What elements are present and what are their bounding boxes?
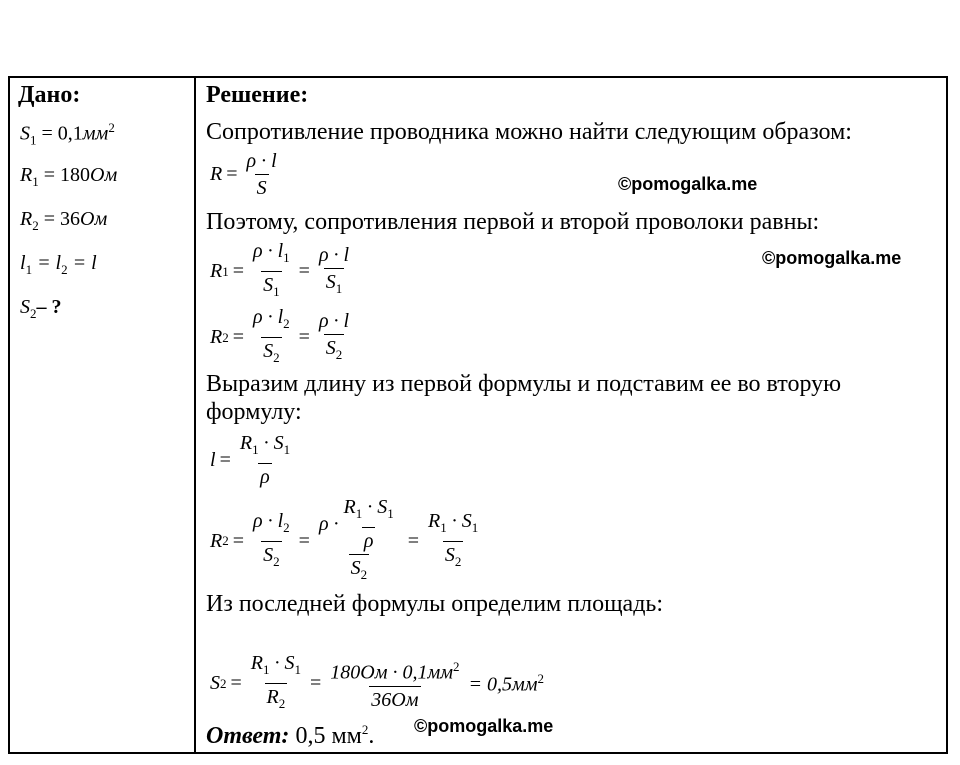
given-r2: $R_2 = 36Ом$	[20, 208, 108, 233]
formula-r1: R 1 = $\frac{\rho \cdot l_1}{S_1}$ = $\frac{\rho \cdot l}{S_1}$	[210, 240, 354, 303]
solution-line-3: Выразим длину из первой формулы и подставим ее во вторую	[206, 371, 842, 397]
watermark-2: ©pomogalka.me	[762, 248, 902, 268]
answer-label: Ответ:	[206, 723, 290, 749]
formula-s2: S 2 = $\frac{R_1 \cdot S_1}{R_2}$ = $\frac{180Ом \cdot 0,1мм^2}{36Ом}$ = $0,5мм^2$	[210, 652, 544, 715]
solution-line-5: Из последней формулы определим площадь:	[206, 591, 664, 617]
given-r1: $R_1 = 180Ом$	[20, 164, 118, 189]
given-lengths: $l_1 = l_2 = l$	[20, 252, 97, 277]
solution-line-2: Поэтому, сопротивления первой и второй проволоки равны:	[206, 209, 820, 235]
watermark-3: ©pomogalka.me	[414, 716, 554, 736]
answer: Ответ: 0,5 $мм^2$.	[206, 722, 375, 749]
given-s1: $S_1 = 0,1мм^2$	[20, 120, 115, 148]
solution-title: Решение:	[206, 82, 309, 108]
formula-r2-substituted: R 2 = $\frac{\rho \cdot l_2}{S_2}$ = ρ · $\frac{R_1 \cdot S_1}{\rho}$ $S_2$ = $\frac{R_1 \cdot S_1}{S_2}$	[210, 496, 483, 586]
formula-r2: R 2 = $\frac{\rho \cdot l_2}{S_2}$ = $\frac{\rho \cdot l}{S_2}$	[210, 306, 354, 369]
given-title: Дано:	[18, 82, 81, 108]
column-divider	[194, 76, 196, 754]
watermark-1: ©pomogalka.me	[618, 174, 758, 194]
solution-line-1: Сопротивление проводника можно найти следующим образом:	[206, 119, 852, 145]
given-find: $S_2-$ ?	[20, 296, 62, 321]
answer-value: 0,5 мм	[295, 723, 362, 749]
solution-line-4: формулу:	[206, 399, 302, 425]
formula-r: R = $\frac{\rho \cdot l}{S}$	[210, 150, 277, 199]
formula-l: l = $\frac{R_1 \cdot S_1}{\rho}$	[210, 432, 291, 488]
